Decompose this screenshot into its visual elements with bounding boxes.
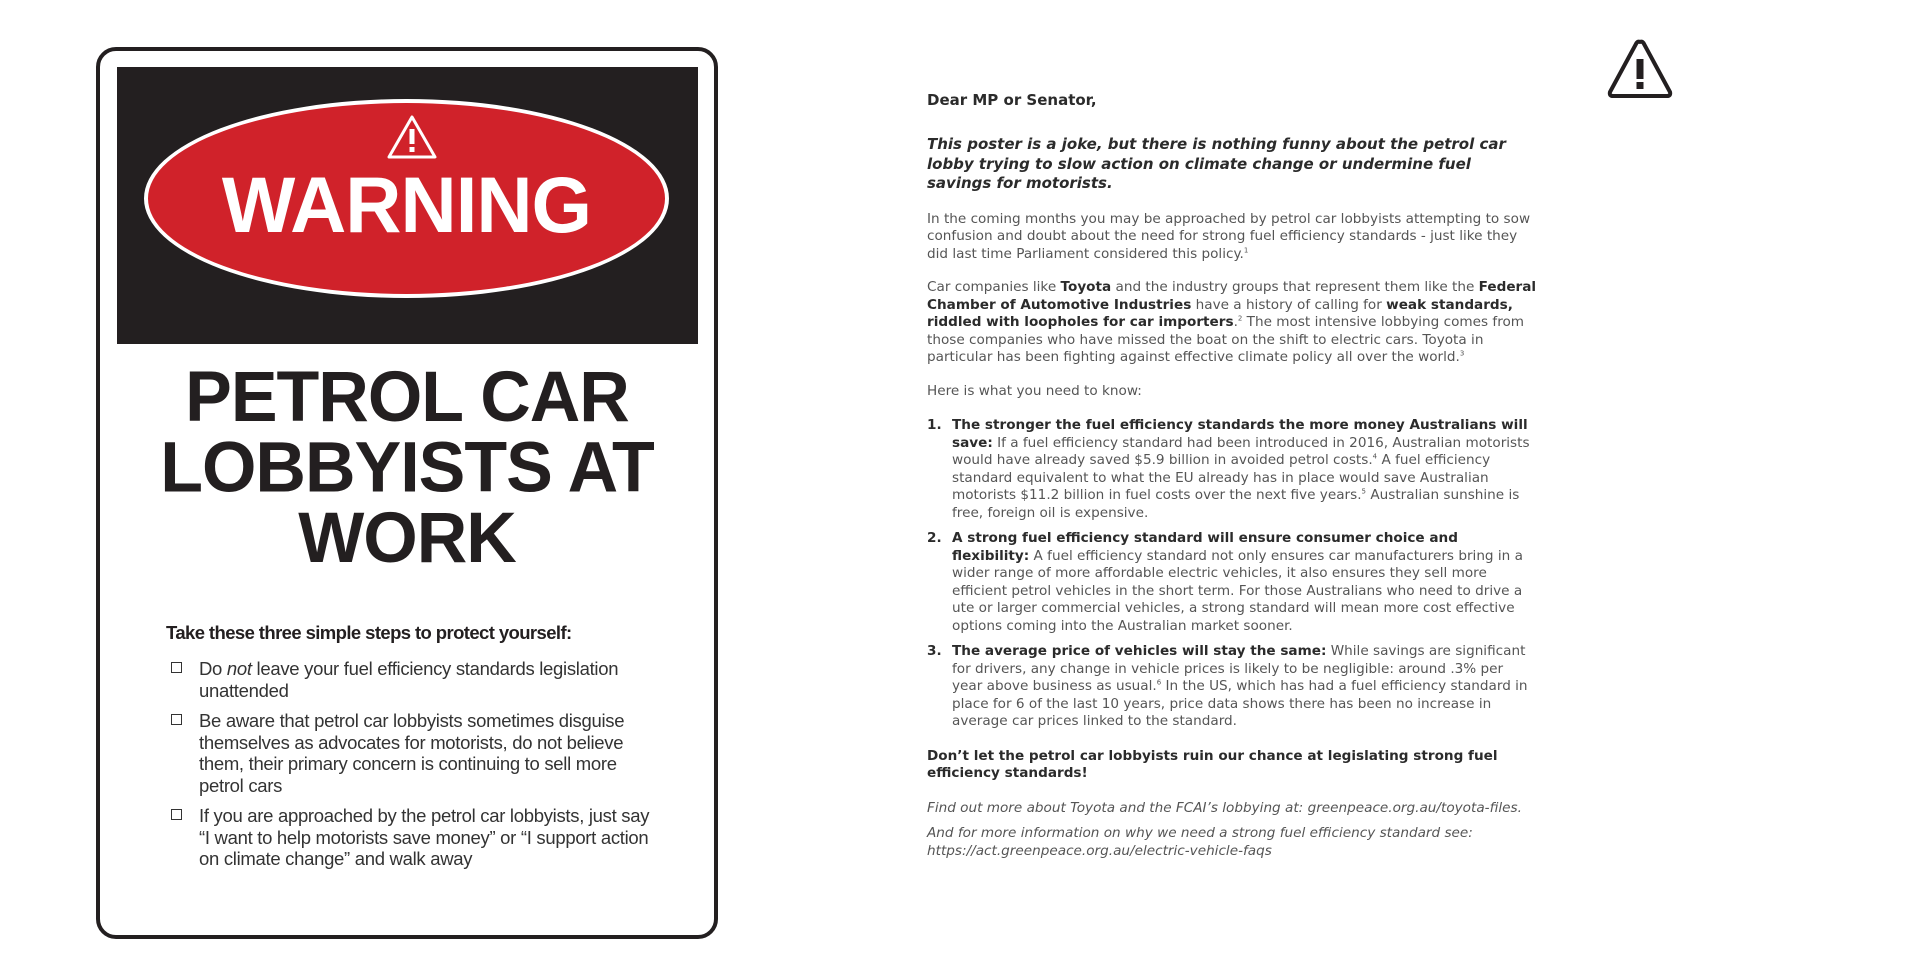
poster-title-line: WORK bbox=[298, 497, 516, 578]
footnote-ref: 1 bbox=[1243, 245, 1249, 254]
more-info-toyota: Find out more about Toyota and the FCAI’s lobbying at: greenpeace.org.au/toyota-files. bbox=[927, 799, 1522, 816]
footnote-ref: 4 bbox=[1372, 452, 1378, 461]
closing-call-to-action: Don’t let the petrol car lobbyists ruin our chance at legislating strong fuel efficiency standards! bbox=[927, 747, 1498, 781]
checkbox-icon[interactable] bbox=[171, 714, 182, 725]
warning-word: WARNING bbox=[221, 160, 592, 249]
more-info-ev-faqs: And for more information on why we need a strong fuel efficiency standard see: https://act.greenpeace.org.au/electric-vehicle-faqs bbox=[927, 825, 1473, 859]
checklist-item: Do not leave your fuel efficiency standards legislation unattended bbox=[170, 658, 660, 701]
lead-paragraph: This poster is a joke, but there is nothing funny about the petrol car lobby trying to slow action on climate change or undermine fuel savings for motorists. bbox=[927, 135, 1506, 192]
list-item: 1. The stronger the fuel efficiency standards the more money Australians will save: If a fuel efficiency standard had been introduced in 2016, Australian motorists would have already saved $5.9 billion in avoided petrol costs.$^4$ A fuel efficiency standard equivalent to what the EU already has in place would save Australian motorists $11.2 billion in fuel costs over the next five years.$^5$ Australian sunshine is free, foreign oil is expensive. bbox=[927, 417, 1530, 521]
poster-title bbox=[100, 356, 714, 578]
poster-header bbox=[117, 67, 698, 344]
paragraph: In the coming months you may be approached by petrol car lobbyists attempting to sow confusion and doubt about the need for strong fuel efficiency standards - just like they did last time Parliament considered this policy.$^1$ bbox=[927, 210, 1531, 262]
poster-title-line: PETROL CAR bbox=[185, 356, 629, 437]
checkbox-icon[interactable] bbox=[171, 662, 182, 673]
footnote-ref: 6 bbox=[1156, 678, 1162, 687]
warning-oval bbox=[144, 99, 669, 298]
key-points-list bbox=[927, 417, 1537, 731]
checklist-item: Be aware that petrol car lobbyists sometimes disguise themselves as advocates for motorists, do not believe them, their primary concern is continuing to sell more petrol cars bbox=[170, 710, 660, 796]
footnote-ref: 2 bbox=[1237, 314, 1243, 323]
checklist-item: If you are approached by the petrol car lobbyists, just say “I want to help motorists save money” or “I support action on climate change” and walk away bbox=[170, 805, 660, 870]
list-intro: Here is what you need to know: bbox=[927, 382, 1142, 399]
checkbox-icon[interactable] bbox=[171, 809, 182, 820]
steps-heading: Take these three simple steps to protect yourself: bbox=[166, 622, 572, 643]
list-item: 3. The average price of vehicles will stay the same: While savings are significant for drivers, any change in vehicle prices is likely to be negligible: around .3% per year above business as usual.$^6$ In the US, which has had a fuel efficiency standard in place for 6 of the last 10 years, price data shows there has been no increase in average car prices linked to the standard. bbox=[927, 643, 1528, 729]
salutation: Dear MP or Senator, bbox=[927, 91, 1097, 109]
footnote-ref: 5 bbox=[1361, 487, 1366, 496]
poster-title-line: LOBBYISTS AT bbox=[160, 427, 654, 507]
steps-checklist bbox=[170, 658, 660, 879]
paragraph: Car companies like Toyota and the industry groups that represent them like the Federal Chamber of Automotive Industries have a history of calling for weak standards, riddled with loopholes for car importers.$^2$ The most intensive lobbying comes from those companies who have missed the boat on the shift to electric cars. Toyota in particular has been fighting against effective climate policy all over the world.$^3$ bbox=[927, 279, 1537, 365]
list-item: 2. A strong fuel efficiency standard will ensure consumer choice and flexibility: A fuel efficiency standard not only ensures car manufacturers bring in a wider range of more affordable electric vehicles, it also ensures they sell more efficient petrol vehicles in the short term. For those Australians who need to drive a ute or larger commercial vehicles, a strong standard will mean more cost effective options coming into the Australian market sooner. bbox=[927, 530, 1523, 634]
footnote-ref: 3 bbox=[1459, 349, 1465, 358]
letter bbox=[927, 91, 1537, 868]
warning-poster bbox=[96, 47, 718, 939]
warning-triangle-icon bbox=[386, 114, 438, 160]
warning-triangle-icon bbox=[1606, 38, 1674, 100]
